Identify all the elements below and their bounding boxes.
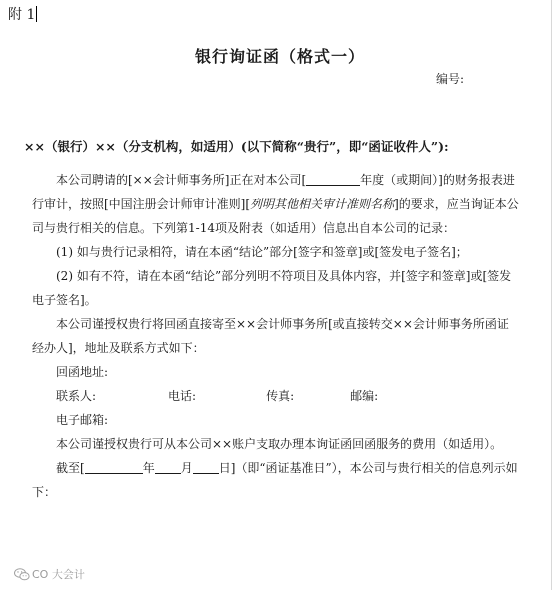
p6-year-label: 年 <box>142 461 155 475</box>
p1-part-c: ]的财务报表进行审计，按照[中国注册会计师审计准则][ <box>32 173 515 211</box>
p1-part-e: ]的要求，应当询证本公司与贵行相关的信息。下列第1-14项及附表（如适用）信息出自本公司的记录： <box>32 197 519 235</box>
page-edge-divider <box>551 0 552 590</box>
annex-label-text: 附 1 <box>8 7 36 23</box>
p6-day-label: 日]（即“函证基准日”），本公司与贵行相关的信息 <box>218 461 482 475</box>
email-row <box>32 408 520 432</box>
return-address-label: 回函地址: <box>56 365 109 379</box>
blank-fiscal-year <box>306 172 360 186</box>
p1-part-a: 本公司聘请的[××会计师事务所]正在对本公司[ <box>56 173 307 187</box>
paragraph-fee-authorization: 本公司谨授权贵行可从本公司××账户支取办理本询证函回函服务的费用（如适用）。 <box>56 437 503 451</box>
paragraph-audit-purpose <box>32 168 520 240</box>
annex-label <box>8 4 37 24</box>
paragraph-cutoff-date <box>32 456 520 504</box>
postcode-label: 邮编: <box>350 389 379 403</box>
email-label: 电子邮箱: <box>56 413 109 427</box>
wechat-logo-icon <box>14 568 30 584</box>
watermark <box>14 566 85 584</box>
contact-row <box>32 384 520 408</box>
blank-year <box>85 460 143 474</box>
paragraph-authorization-reply: 本公司谨授权贵行将回函直接寄至××会计师事务所[或直接转交××会计师事务所函证经办人]，地址及联系方式如下： <box>32 317 509 355</box>
page-title: 银行询证函（格式一） <box>194 47 365 66</box>
letter-body <box>32 168 520 504</box>
p6-month-label: 月 <box>180 461 193 475</box>
paragraph-if-consistent: (1) 如与贵行记录相符，请在本函“结论”部分[签字和签章]或[签发电子签名]； <box>56 245 468 259</box>
p6-part-b: 列示如下： <box>32 461 518 499</box>
p1-italic-standard-name: 列明其他相关审计准则名称 <box>250 197 395 211</box>
p1-part-b: 年度（或期间） <box>360 173 439 187</box>
phone-label: 电话: <box>168 389 197 403</box>
blank-month <box>155 460 181 474</box>
return-address-row <box>32 360 520 384</box>
fax-label: 传真: <box>266 389 295 403</box>
blank-day <box>193 460 219 474</box>
text-cursor <box>36 6 37 22</box>
contact-label: 联系人: <box>56 389 97 403</box>
paragraph-if-inconsistent: (2) 如有不符，请在本函“结论”部分列明不符项目及具体内容，并[签字和签章]或[签发电子签名]。 <box>32 269 512 307</box>
watermark-text: CO 大会计 <box>32 568 85 581</box>
addressee-line: ××（银行）××（分支机构，如适用）(以下简称“贵行”，即“函证收件人”): <box>24 139 449 154</box>
document-number-label: 编号: <box>436 72 465 86</box>
p6-part-a: 截至[ <box>56 461 85 475</box>
